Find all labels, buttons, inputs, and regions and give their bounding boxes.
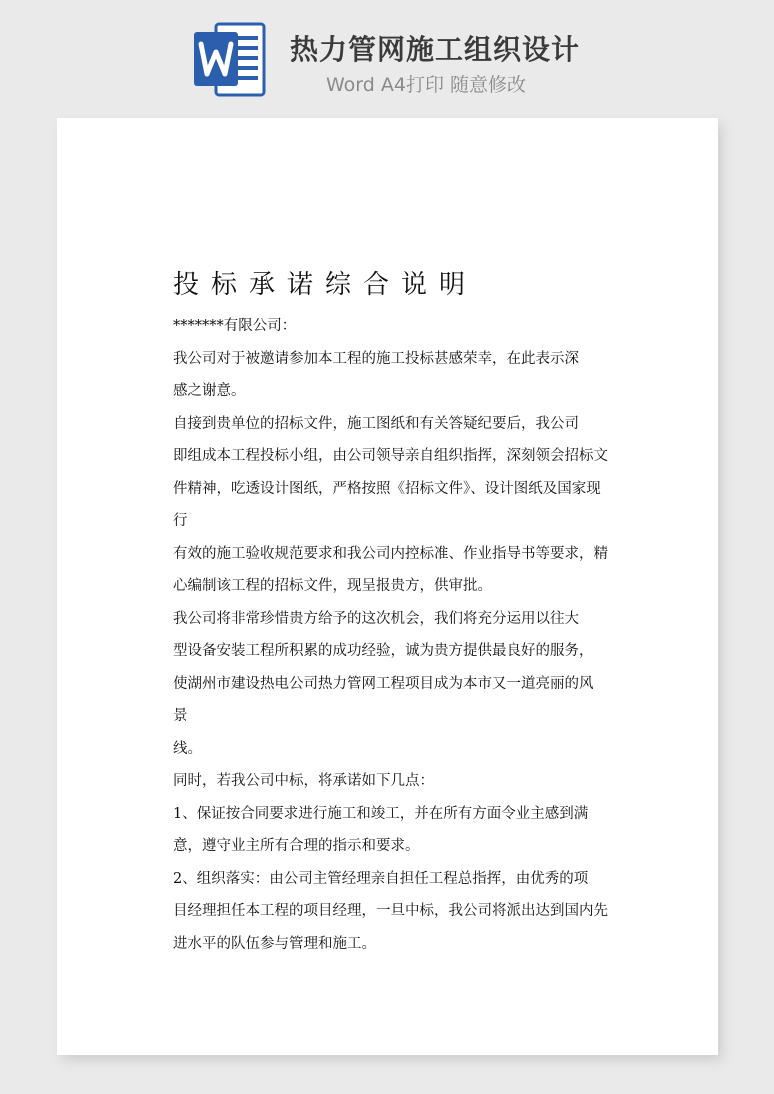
body-line: 意，遵守业主所有合理的指示和要求。 (173, 838, 420, 854)
document-page (57, 118, 718, 1055)
body-line: *******有限公司： (173, 318, 297, 334)
watermark (100, 480, 114, 500)
header-title: 热力管网施工组织设计 (290, 33, 581, 66)
body-line: 目经理担任本工程的项目经理，一旦中标，我公司将派出达到国内先 (173, 903, 608, 919)
body-line: 即组成本工程投标小组，由公司领导亲自组织指挥，深刻领会招标文 (173, 448, 608, 464)
word-icon (194, 22, 266, 97)
header-banner (0, 0, 774, 110)
body-line: 型设备安装工程所积累的成功经验，诚为贵方提供最良好的服务， (173, 643, 594, 659)
body-line: 感之谢意。 (173, 383, 246, 399)
body-line: 有效的施工验收规范要求和我公司内控标准、作业指导书等要求，精 (173, 545, 608, 562)
body-line: 心编制该工程的招标文件，现呈报贵方，供审批。 (173, 578, 492, 594)
body-line: 使湖州市建设热电公司热力管网工程项目成为本市又一道亮丽的风 (173, 675, 594, 692)
document-body (173, 310, 613, 960)
body-line: 我公司将非常珍惜贵方给予的这次机会，我们将充分运用以往大 (173, 610, 579, 627)
document-title: 投标承诺综合说明 (173, 270, 478, 300)
body-line: 自接到贵单位的招标文件，施工图纸和有关答疑纪要后，我公司 (173, 415, 579, 432)
body-line: 件精神，吃透设计图纸，严格按照《招标文件》、设计图纸及国家现 (173, 480, 601, 497)
body-line: 同时，若我公司中标，将承诺如下几点： (173, 773, 434, 789)
header-subtitle: Word A4打印 随意修改 (326, 74, 527, 96)
body-line: 我公司对于被邀请参加本工程的施工投标甚感荣幸，在此表示深 (173, 350, 579, 367)
body-line: 2、组织落实：由公司主管经理亲自担任工程总指挥，由优秀的项 (173, 870, 589, 887)
body-line: 景 (173, 708, 188, 724)
body-line: 进水平的队伍参与管理和施工。 (173, 935, 376, 952)
body-line: 行 (173, 513, 188, 529)
body-line: 1、保证按合同要求进行施工和竣工，并在所有方面令业主感到满 (173, 805, 589, 822)
body-line: 线。 (173, 740, 202, 757)
